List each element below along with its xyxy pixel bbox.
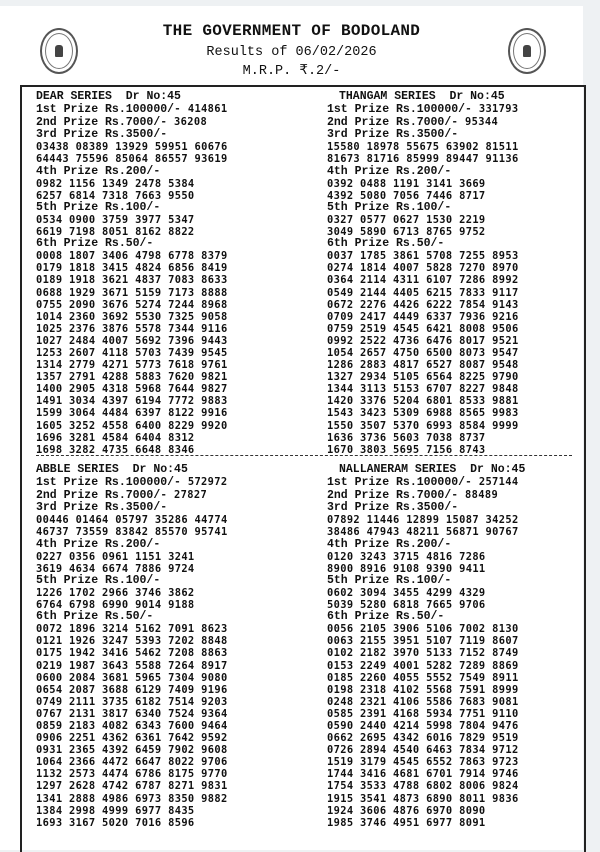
winning-numbers-row: 1384 2998 4999 6977 8435 xyxy=(36,804,195,817)
winning-numbers-row: 38486 47943 48211 56871 90767 xyxy=(327,526,519,539)
winning-numbers-row: 1297 2628 4742 6787 8271 9831 xyxy=(36,780,228,793)
winning-numbers-row: 0585 2391 4168 5934 7751 9110 xyxy=(327,707,519,720)
winning-numbers-row: 0102 2182 3970 5133 7152 8749 xyxy=(327,647,519,660)
prize-label: 2nd Prize Rs.7000/- xyxy=(327,116,459,130)
results-date: Results of 06/02/2026 xyxy=(206,45,377,60)
draw-number: Dr No:45 xyxy=(125,90,181,103)
winning-numbers-row: 0600 2084 3681 5965 7304 9080 xyxy=(36,671,228,684)
third-prize-label: 3rd Prize Rs.3500/- xyxy=(327,128,459,142)
winning-number: 414861 xyxy=(187,103,228,116)
prize-label: 2nd Prize Rs.7000/- xyxy=(327,489,459,503)
winning-numbers-row: 1014 2360 3692 5530 7325 9058 xyxy=(36,310,228,323)
winning-numbers-row: 1550 3507 5370 6993 8584 9999 xyxy=(327,419,519,432)
first-prize xyxy=(36,103,316,116)
winning-numbers-row: 3049 5890 6713 8765 9752 xyxy=(327,226,486,239)
winning-numbers-row: 15580 18978 55675 63902 81511 xyxy=(327,141,519,154)
bodoland-seal-icon xyxy=(508,28,546,74)
results-frame xyxy=(20,85,586,852)
winning-numbers-row: 4392 5080 7056 7446 8717 xyxy=(327,189,486,202)
winning-numbers-row: 03438 08389 13929 59951 60676 xyxy=(36,141,228,154)
winning-number: 572972 xyxy=(187,476,228,489)
winning-numbers-row: 0906 2251 4362 6361 7642 9592 xyxy=(36,732,228,745)
winning-numbers-row: 0121 1926 3247 5393 7202 8848 xyxy=(36,635,228,648)
winning-numbers-row: 1636 3736 5603 7038 8737 xyxy=(327,431,486,444)
winning-numbers-row: 6257 6814 7318 7663 9550 xyxy=(36,189,195,202)
winning-number: 36208 xyxy=(174,116,208,129)
winning-numbers-row: 0602 3094 3455 4299 4329 xyxy=(327,586,486,599)
fifth-prize-label: 5th Prize Rs.100/- xyxy=(36,573,161,587)
winning-numbers-row: 6764 6798 6990 9014 9188 xyxy=(36,599,195,612)
series-title xyxy=(36,91,316,103)
winning-numbers-row: 0219 1987 3643 5588 7264 8917 xyxy=(36,659,228,672)
first-prize xyxy=(36,476,316,489)
winning-numbers-row: 0392 0488 1191 3141 3669 xyxy=(327,177,486,190)
winning-numbers-row: 0248 2321 4106 5586 7683 9081 xyxy=(327,695,519,708)
winning-numbers-row: 0992 2522 4736 6476 8017 9521 xyxy=(327,334,519,347)
fourth-prize-label: 4th Prize Rs.200/- xyxy=(36,537,161,551)
winning-numbers-row: 0534 0900 3759 3977 5347 xyxy=(36,213,195,226)
series-name: ABBLE SERIES xyxy=(36,463,119,476)
winning-numbers-row: 1025 2376 3876 5578 7344 9116 xyxy=(36,322,228,335)
winning-numbers-row: 0227 0356 0961 1151 3241 xyxy=(36,550,195,563)
third-prize-label: 3rd Prize Rs.3500/- xyxy=(36,128,168,142)
winning-number: 95344 xyxy=(465,116,499,129)
winning-numbers-row: 1491 3034 4397 6194 7772 9883 xyxy=(36,395,228,408)
winning-numbers-row: 0063 2155 3951 5107 7119 8607 xyxy=(327,635,519,648)
winning-numbers-row: 1054 2657 4750 6500 8073 9547 xyxy=(327,346,519,359)
fifth-prize-label: 5th Prize Rs.100/- xyxy=(327,200,452,214)
winning-number: 88489 xyxy=(465,489,499,502)
winning-numbers-row: 46737 73559 83842 85570 95741 xyxy=(36,526,228,539)
winning-numbers-row: 6619 7198 8051 8162 8822 xyxy=(36,226,195,239)
winning-numbers-row: 0327 0577 0627 1530 2219 xyxy=(327,213,486,226)
winning-numbers-row: 0153 2249 4001 5282 7289 8869 xyxy=(327,659,519,672)
fourth-prize-label: 4th Prize Rs.200/- xyxy=(327,537,452,551)
winning-numbers-row: 64443 75596 85064 86557 93619 xyxy=(36,153,228,166)
winning-numbers-row: 3619 4634 6674 7886 9724 xyxy=(36,562,195,575)
winning-numbers-row: 1420 3376 5204 6801 8533 9881 xyxy=(327,395,519,408)
winning-number: 331793 xyxy=(478,103,519,116)
winning-numbers-row: 1698 3282 4735 6648 8346 xyxy=(36,443,195,456)
winning-numbers-row: 0008 1807 3406 4798 6778 8379 xyxy=(36,250,228,263)
winning-numbers-row: 0654 2087 3688 6129 7409 9196 xyxy=(36,683,228,696)
fifth-prize-label: 5th Prize Rs.100/- xyxy=(327,573,452,587)
third-prize-label: 3rd Prize Rs.3500/- xyxy=(327,501,459,515)
winning-numbers-row: 1605 3252 4558 6400 8229 9920 xyxy=(36,419,228,432)
draw-number: Dr No:45 xyxy=(132,463,188,476)
winning-numbers-row: 00446 01464 05797 35286 44774 xyxy=(36,514,228,527)
winning-numbers-row: 1341 2888 4986 6973 8350 9882 xyxy=(36,792,228,805)
series-block xyxy=(36,91,316,456)
winning-numbers-row: 1670 3803 5695 7156 8743 xyxy=(327,443,486,456)
winning-numbers-row: 1132 2573 4474 6786 8175 9770 xyxy=(36,768,228,781)
winning-numbers-row: 1985 3746 4951 6977 8091 xyxy=(327,816,486,829)
winning-numbers-row: 0120 3243 3715 4816 7286 xyxy=(327,550,486,563)
winning-number: 27827 xyxy=(174,489,208,502)
draw-number: Dr No:45 xyxy=(449,90,505,103)
winning-numbers-row: 1314 2779 4271 5773 7618 9761 xyxy=(36,359,228,372)
sixth-prize-label: 6th Prize Rs.50/- xyxy=(36,610,154,624)
sixth-prize-label: 6th Prize Rs.50/- xyxy=(327,237,445,251)
winning-numbers-row: 1226 1702 2966 3746 3862 xyxy=(36,586,195,599)
series-name: THANGAM SERIES xyxy=(339,90,436,103)
winning-numbers-row: 0175 1942 3416 5462 7208 8863 xyxy=(36,647,228,660)
winning-numbers-row: 0274 1814 4007 5828 7270 8970 xyxy=(327,262,519,275)
winning-numbers-row: 1027 2484 4007 5692 7396 9443 xyxy=(36,334,228,347)
winning-numbers-row: 0056 2105 3906 5106 7002 8130 xyxy=(327,623,519,636)
prize-label: 1st Prize Rs.100000/- xyxy=(327,103,472,117)
winning-numbers-row: 1064 2366 4472 6647 8022 9706 xyxy=(36,756,228,769)
winning-numbers-row: 0931 2365 4392 6459 7902 9608 xyxy=(36,744,228,757)
page-title: THE GOVERNMENT OF BODOLAND xyxy=(162,22,421,40)
winning-numbers-row: 1744 3416 4681 6701 7914 9746 xyxy=(327,768,519,781)
prize-label: 1st Prize Rs.100000/- xyxy=(36,103,181,117)
winning-numbers-row: 1286 2883 4817 6527 8087 9548 xyxy=(327,359,519,372)
winning-numbers-row: 1253 2607 4118 5703 7439 9545 xyxy=(36,346,228,359)
winning-numbers-row: 0185 2260 4055 5552 7549 8911 xyxy=(327,671,519,684)
first-prize xyxy=(327,476,600,489)
winning-numbers-row: 0179 1818 3415 4824 6856 8419 xyxy=(36,262,228,275)
dashed-divider xyxy=(36,455,572,456)
series-block xyxy=(36,464,316,829)
winning-numbers-row: 1519 3179 4545 6552 7863 9723 xyxy=(327,756,519,769)
prize-label: 2nd Prize Rs.7000/- xyxy=(36,489,168,503)
winning-numbers-row: 0072 1896 3214 5162 7091 8623 xyxy=(36,623,228,636)
winning-numbers-row: 07892 11446 12899 15087 34252 xyxy=(327,514,519,527)
winning-numbers-row: 0688 1929 3671 5159 7173 8888 xyxy=(36,286,228,299)
winning-numbers-row: 0709 2417 4449 6337 7936 9216 xyxy=(327,310,519,323)
winning-numbers-row: 81673 81716 85999 89447 91136 xyxy=(327,153,519,166)
third-prize-label: 3rd Prize Rs.3500/- xyxy=(36,501,168,515)
winning-numbers-row: 1915 3541 4873 6890 8011 9836 xyxy=(327,792,519,805)
series-name: NALLANERAM SERIES xyxy=(339,463,457,476)
sixth-prize-label: 6th Prize Rs.50/- xyxy=(327,610,445,624)
series-block xyxy=(327,91,600,456)
series-title xyxy=(36,464,316,476)
series-block xyxy=(327,464,600,829)
winning-numbers-row: 0726 2894 4540 6463 7834 9712 xyxy=(327,744,519,757)
winning-numbers-row: 1357 2791 4288 5883 7620 9821 xyxy=(36,371,228,384)
fourth-prize-label: 4th Prize Rs.200/- xyxy=(327,164,452,178)
winning-numbers-row: 0364 2114 4311 6107 7286 8992 xyxy=(327,274,519,287)
results-page xyxy=(0,6,583,850)
series-name: DEAR SERIES xyxy=(36,90,112,103)
series-title xyxy=(327,91,600,103)
mrp-price: M.R.P. ₹.2/- xyxy=(242,64,341,79)
winning-numbers-row: 0672 2276 4426 6222 7854 9143 xyxy=(327,298,519,311)
winning-numbers-row: 0755 2090 3676 5274 7244 8968 xyxy=(36,298,228,311)
fourth-prize-label: 4th Prize Rs.200/- xyxy=(36,164,161,178)
winning-numbers-row: 1696 3281 4584 6404 8312 xyxy=(36,431,195,444)
draw-number: Dr No:45 xyxy=(470,463,526,476)
fifth-prize-label: 5th Prize Rs.100/- xyxy=(36,200,161,214)
series-title xyxy=(327,464,600,476)
winning-numbers-row: 1543 3423 5309 6988 8565 9983 xyxy=(327,407,519,420)
winning-numbers-row: 8900 8916 9108 9390 9411 xyxy=(327,562,486,575)
winning-numbers-row: 1754 3533 4788 6802 8006 9824 xyxy=(327,780,519,793)
winning-numbers-row: 1693 3167 5020 7016 8596 xyxy=(36,816,195,829)
winning-numbers-row: 1924 3606 4876 6970 8090 xyxy=(327,804,486,817)
winning-numbers-row: 0590 2440 4214 5998 7804 9476 xyxy=(327,719,519,732)
winning-numbers-row: 0189 1918 3621 4837 7083 8633 xyxy=(36,274,228,287)
winning-numbers-row: 1599 3064 4484 6397 8122 9916 xyxy=(36,407,228,420)
winning-numbers-row: 0037 1785 3861 5708 7255 8953 xyxy=(327,250,519,263)
prize-label: 1st Prize Rs.100000/- xyxy=(327,476,472,490)
winning-numbers-row: 5039 5280 6818 7665 9706 xyxy=(327,599,486,612)
winning-numbers-row: 0198 2318 4102 5568 7591 8999 xyxy=(327,683,519,696)
winning-numbers-row: 1327 2934 5105 6564 8225 9790 xyxy=(327,371,519,384)
winning-numbers-row: 0662 2695 4342 6016 7829 9519 xyxy=(327,732,519,745)
prize-label: 1st Prize Rs.100000/- xyxy=(36,476,181,490)
winning-numbers-row: 0767 2131 3817 6340 7524 9364 xyxy=(36,707,228,720)
winning-numbers-row: 1400 2905 4318 5968 7644 9827 xyxy=(36,383,228,396)
winning-number: 257144 xyxy=(478,476,519,489)
winning-numbers-row: 0759 2519 4545 6421 8008 9506 xyxy=(327,322,519,335)
page-header xyxy=(0,6,583,86)
winning-numbers-row: 0859 2183 4082 6343 7600 9464 xyxy=(36,719,228,732)
prize-label: 2nd Prize Rs.7000/- xyxy=(36,116,168,130)
first-prize xyxy=(327,103,600,116)
winning-numbers-row: 1344 3113 5153 6707 8227 9848 xyxy=(327,383,519,396)
winning-numbers-row: 0982 1156 1349 2478 5384 xyxy=(36,177,195,190)
winning-numbers-row: 0549 2144 4405 6215 7833 9117 xyxy=(327,286,519,299)
winning-numbers-row: 0749 2111 3735 6182 7514 9203 xyxy=(36,695,228,708)
sixth-prize-label: 6th Prize Rs.50/- xyxy=(36,237,154,251)
